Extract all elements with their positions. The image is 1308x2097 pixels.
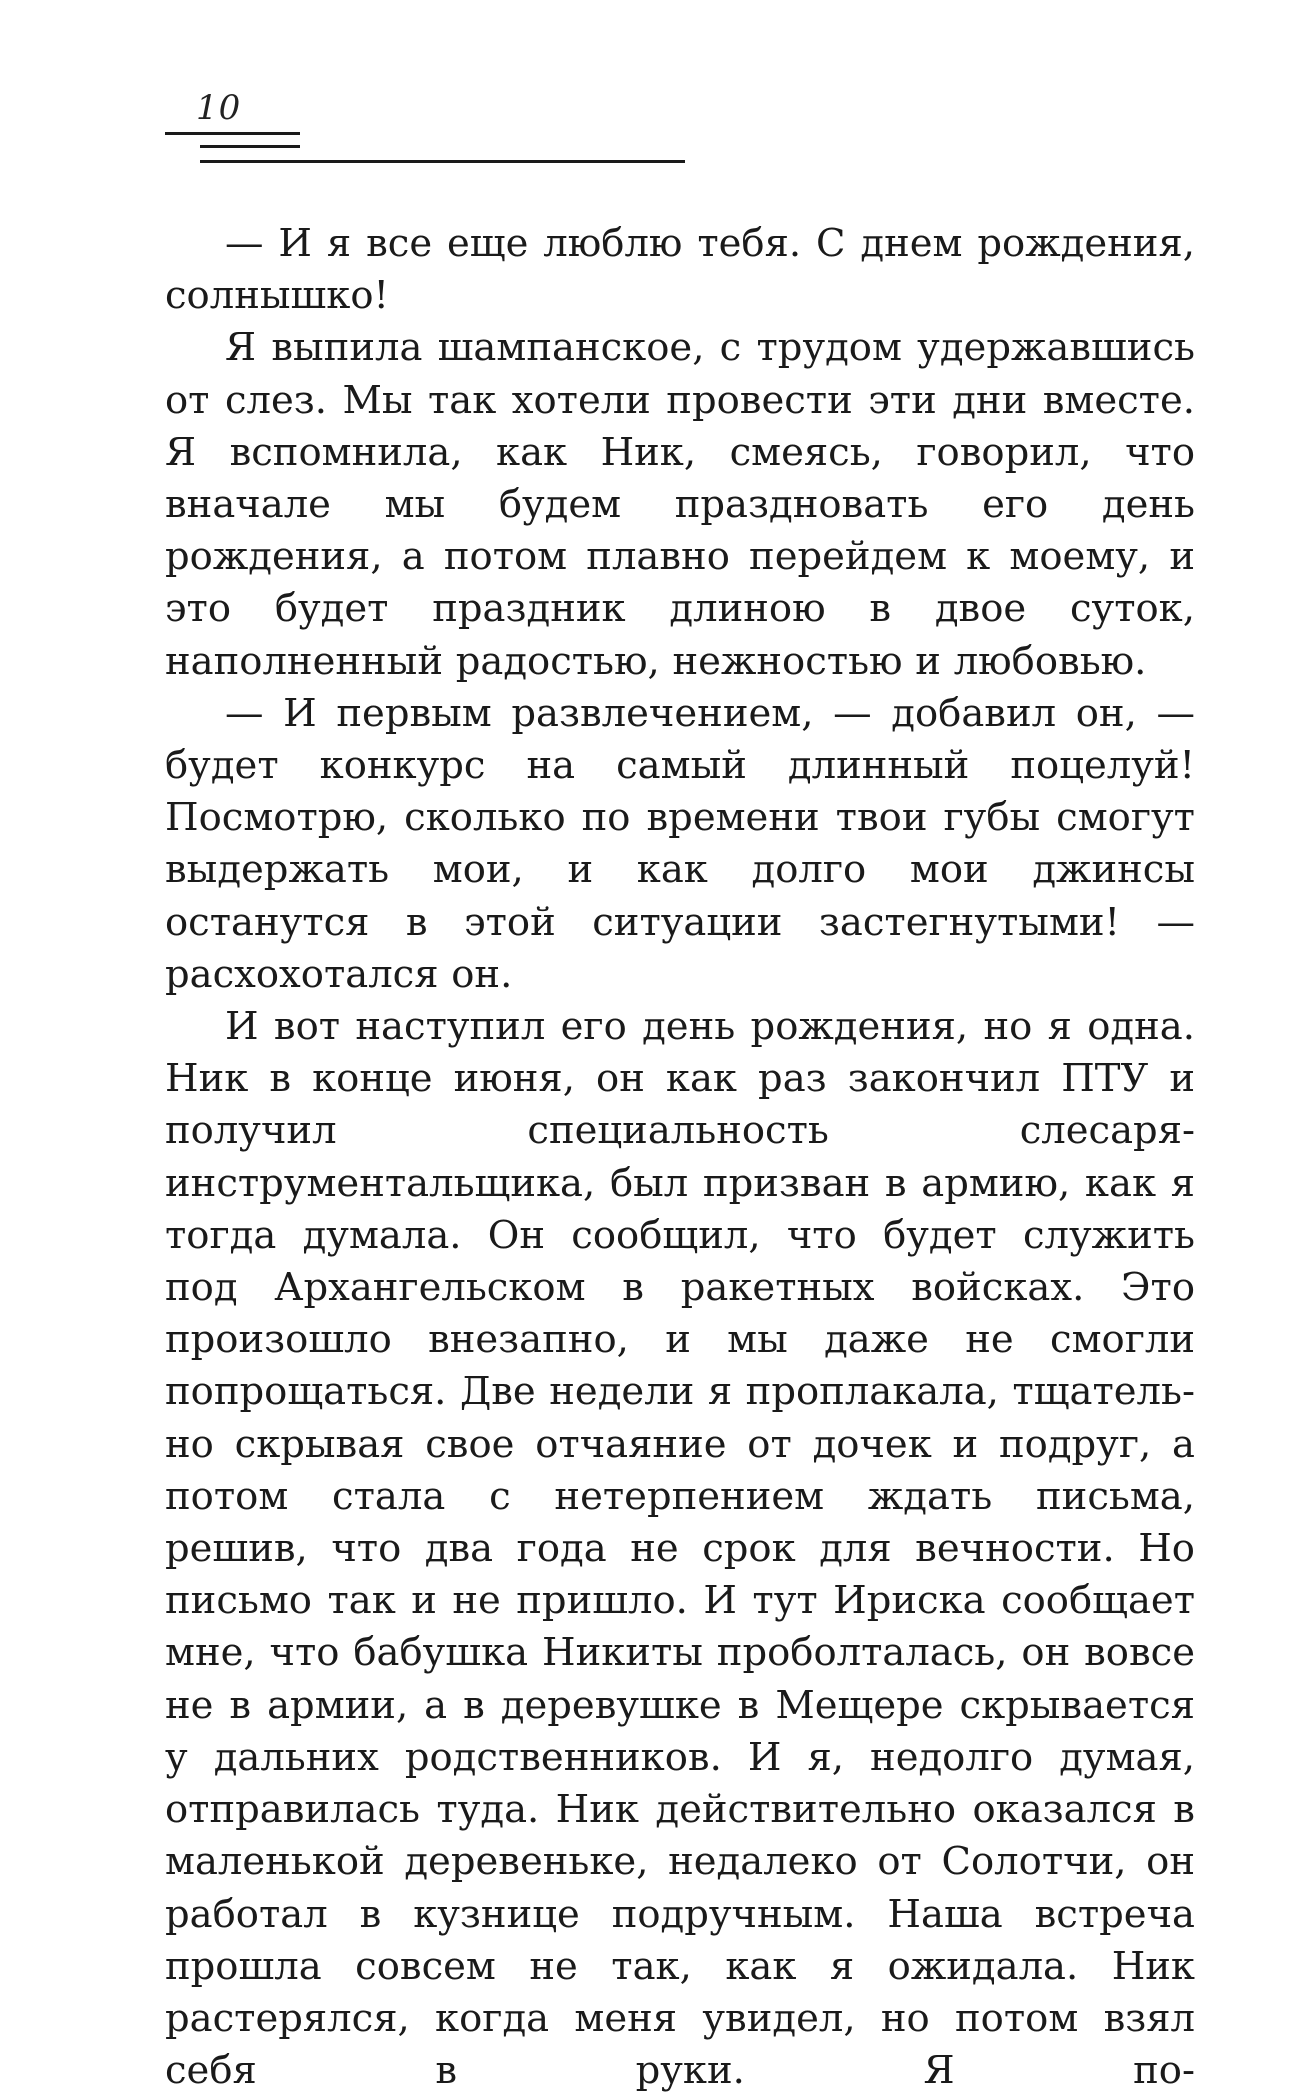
paragraph-1: — И я все еще люблю тебя. С днем рождения, солнышко! [165,221,1195,319]
page-number: 10 [196,88,242,128]
body-text [165,218,1195,2097]
header-rule-middle [200,145,300,148]
header-rule-long [200,160,685,163]
paragraph-3: — И первым развлечением, — добавил он, — будет конкурс на самый длинный поцелуй! Посмотрю, сколько по времени твои губы смогут выдержать мои, и как долго мои джинсы останутся в этой ситуации застегнутыми! — расхохотался он. [165,690,1195,997]
header-rule-short [165,132,300,135]
paragraph-2: Я выпила шампанское, с трудом удержавшись от слез. Мы так хотели провести эти дни вместе. Я вспомнила, как Ник, смеясь, говорил, что вначале мы будем праздновать его день рождения, а потом плавно перейдем к моему, и это будет праздник длиною в двое суток, наполненный радостью, нежностью и любовью. [165,325,1195,684]
paragraph-4: И вот наступил его день рождения, но я одна. Ник в конце июня, он как раз закончил ПТУ и получил специальность слесаря-инструментальщика, был призван в армию, как я тогда думала. Он сообщил, что будет служить под Архангельском в ракетных войсках. Это произошло внезапно, и мы даже не смогли попрощаться. Две недели я проплакала, тщательно скрывая свое отчаяние от дочек и подруг, а потом стала с нетерпением ждать письма, решив, что два года не срок для вечности. Но письмо так и не пришло. И тут Ириска сообщает мне, что бабушка Никиты проболталась, он вовсе не в армии, а в деревушке в Мещере скрывается у дальних родственников. И я, недолго думая, отправилась туда. Ник действительно оказался в маленькой деревеньке, недалеко от Солотчи, он работал в кузнице подручным. Наша встреча прошла совсем не так, как я ожидала. Ник растерялся, когда меня увидел, но потом взял себя в руки. Я по- [165,1004,1195,2094]
